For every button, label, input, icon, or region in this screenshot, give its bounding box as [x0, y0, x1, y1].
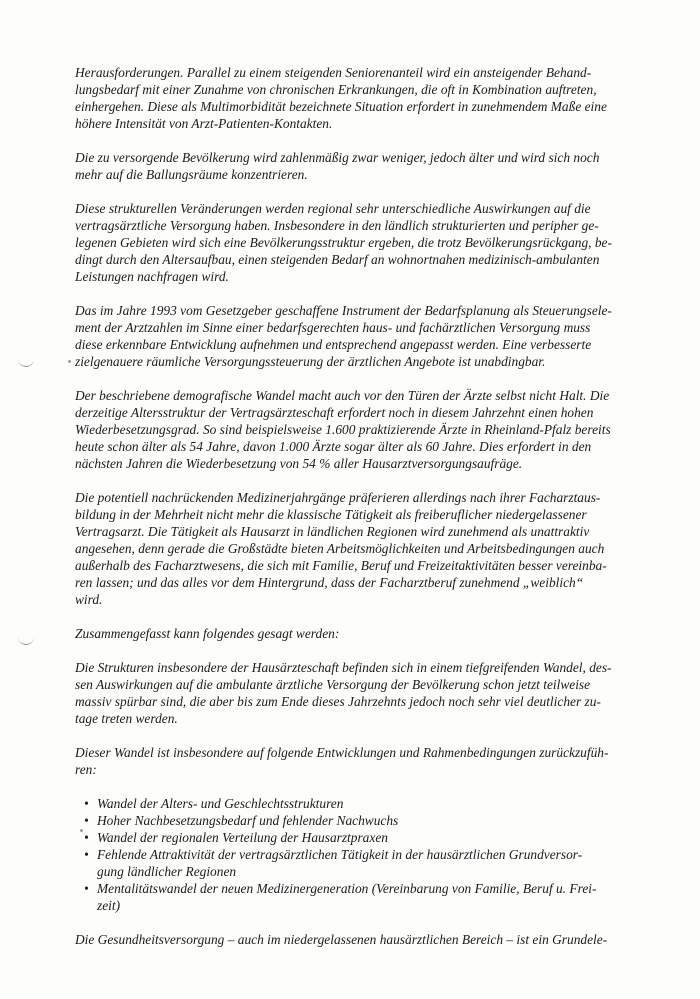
list-item	[97, 846, 647, 880]
text-line: Vertragsarzt. Die Tätigkeit als Hausarzt in ländlichen Regionen wird zunehmend als unattraktiv	[75, 524, 590, 539]
text-line: außerhalb des Facharztwesens, die sich mit Familie, Beruf und Freizeitaktivitäten besser vereinba-	[75, 558, 607, 573]
text-line: mehr auf die Ballungsräume konzentrieren.	[75, 167, 308, 182]
text-line: Leistungen nachfragen wird.	[75, 269, 229, 284]
bullet-list	[75, 795, 647, 914]
text-line: gung ländlicher Regionen	[97, 864, 237, 879]
text-line: lungsbedarf mit einer Zunahme von chronischen Erkrankungen, die oft in Kombination auftreten,	[75, 82, 597, 97]
paragraph	[75, 64, 647, 132]
text-line: derzeitige Altersstruktur der Vertragsärzteschaft erfordert noch in diesem Jahrzehnt einen hohen	[75, 405, 594, 420]
text-line: • Hoher Nachbesetzungsbedarf und fehlender Nachwuchs	[97, 813, 399, 828]
text-line: massiv spürbar sind, die aber bis zum Ende dieses Jahrzehnts jedoch noch sehr viel deutlicher zu-	[75, 694, 601, 709]
paragraph	[75, 931, 647, 948]
text-line: Wiederbesetzungsgrad. So sind beispielsweise 1.600 praktizierende Ärzte in Rheinland-Pfalz bereits	[75, 422, 611, 437]
text-line: Dieser Wandel ist insbesondere auf folgende Entwicklungen und Rahmenbedingungen zurückzufüh-	[75, 745, 609, 760]
list-item	[97, 795, 647, 812]
margin-speck	[68, 360, 71, 363]
text-line: vertragsärztliche Versorgung haben. Insbesondere in den ländlich strukturierten und peripher ge-	[75, 218, 599, 233]
paragraph	[75, 200, 647, 285]
text-line: Diese strukturellen Veränderungen werden regional sehr unterschiedliche Auswirkungen auf die	[75, 201, 591, 216]
text-line: sen Auswirkungen auf die ambulante ärztliche Versorgung der Bevölkerung schon jetzt teilweise	[75, 677, 591, 692]
text-line: ment der Arztzahlen im Sinne einer bedarfsgerechten haus- und fachärztlichen Versorgung muss	[75, 320, 591, 335]
text-line: heute schon älter als 54 Jahre, davon 1.000 Ärzte sogar älter als 60 Jahre. Dies erfordert in den	[75, 439, 592, 454]
text-line: bildung in der Mehrheit nicht mehr die klassische Tätigkeit als freiberuflicher niedergelassener	[75, 507, 587, 522]
text-line: Zusammengefasst kann folgendes gesagt werden:	[75, 626, 340, 641]
text-line: höhere Intensität von Arzt-Patienten-Kontakten.	[75, 116, 333, 131]
paragraph	[75, 387, 647, 472]
text-line: Die Strukturen insbesondere der Hausärzteschaft befinden sich in einem tiefgreifenden Wandel, des-	[75, 660, 612, 675]
list-item	[97, 880, 647, 914]
punch-hole-mark	[18, 636, 34, 645]
text-line: Der beschriebene demografische Wandel macht auch vor den Türen der Ärzte selbst nicht Halt. Die	[75, 388, 610, 403]
paragraph	[75, 149, 647, 183]
text-line: nächsten Jahren die Wiederbesetzung von 54 % aller Hausarztversorgungsaufräge.	[75, 456, 523, 471]
list-item	[97, 829, 647, 846]
text-line: einhergehen. Diese als Multimorbidität bezeichnete Situation erfordert in zunehmendem Maße eine	[75, 99, 607, 114]
text-line: Die potentiell nachrückenden Medizinerjahrgänge präferieren allerdings nach ihrer Facharztaus-	[75, 490, 601, 505]
text-line: Das im Jahre 1993 vom Gesetzgeber geschaffene Instrument der Bedarfsplanung als Steuerungsele-	[75, 303, 612, 318]
text-line: angesehen, denn gerade die Großstädte bieten Arbeitsmöglichkeiten und Arbeitsbedingungen auch	[75, 541, 605, 556]
paragraph	[75, 625, 647, 642]
text-line: Herausforderungen. Parallel zu einem steigenden Seniorenanteil wird ein ansteigender Behand-	[75, 65, 592, 80]
text-line: dingt durch den Altersaufbau, einen steigenden Bedarf an wohnortnahen medizinisch-ambulanten	[75, 252, 600, 267]
document-body	[75, 64, 647, 965]
text-line: ren:	[75, 762, 97, 777]
paragraph	[75, 744, 647, 778]
paragraph	[75, 659, 647, 727]
list-item	[97, 812, 647, 829]
text-line: Die zu versorgende Bevölkerung wird zahlenmäßig zwar weniger, jedoch älter und wird sich noch	[75, 150, 600, 165]
text-line: zeit)	[97, 898, 121, 913]
punch-hole-mark	[18, 358, 34, 367]
text-line: • Wandel der regionalen Verteilung der Hausarztpraxen	[97, 830, 388, 845]
text-line: diese erkennbare Entwicklung aufnehmen und entsprechend angepasst werden. Eine verbesserte	[75, 337, 592, 352]
text-line: ren lassen; und das alles vor dem Hintergrund, dass der Facharztberuf zunehmend „weiblich“	[75, 575, 584, 590]
text-line: legenen Gebieten wird sich eine Bevölkerungsstruktur ergeben, die trotz Bevölkerungsrückgang, be-	[75, 235, 612, 250]
text-line: tage treten werden.	[75, 711, 178, 726]
paragraph	[75, 302, 647, 370]
text-line: zielgenauere räumliche Versorgungssteuerung der ärztlichen Angebote ist unabdingbar.	[75, 354, 546, 369]
text-line: • Mentalitätswandel der neuen Medizinergeneration (Vereinbarung von Familie, Beruf u. Frei-	[97, 881, 597, 896]
text-line: Die Gesundheitsversorgung – auch im niedergelassenen hausärztlichen Bereich – ist ein Grundele-	[75, 932, 608, 947]
text-line: • Fehlende Attraktivität der vertragsärztlichen Tätigkeit in der hausärztlichen Grundversor-	[97, 847, 583, 862]
text-line: wird.	[75, 592, 103, 607]
text-line: • Wandel der Alters- und Geschlechtsstrukturen	[97, 796, 344, 811]
paragraph	[75, 489, 647, 608]
